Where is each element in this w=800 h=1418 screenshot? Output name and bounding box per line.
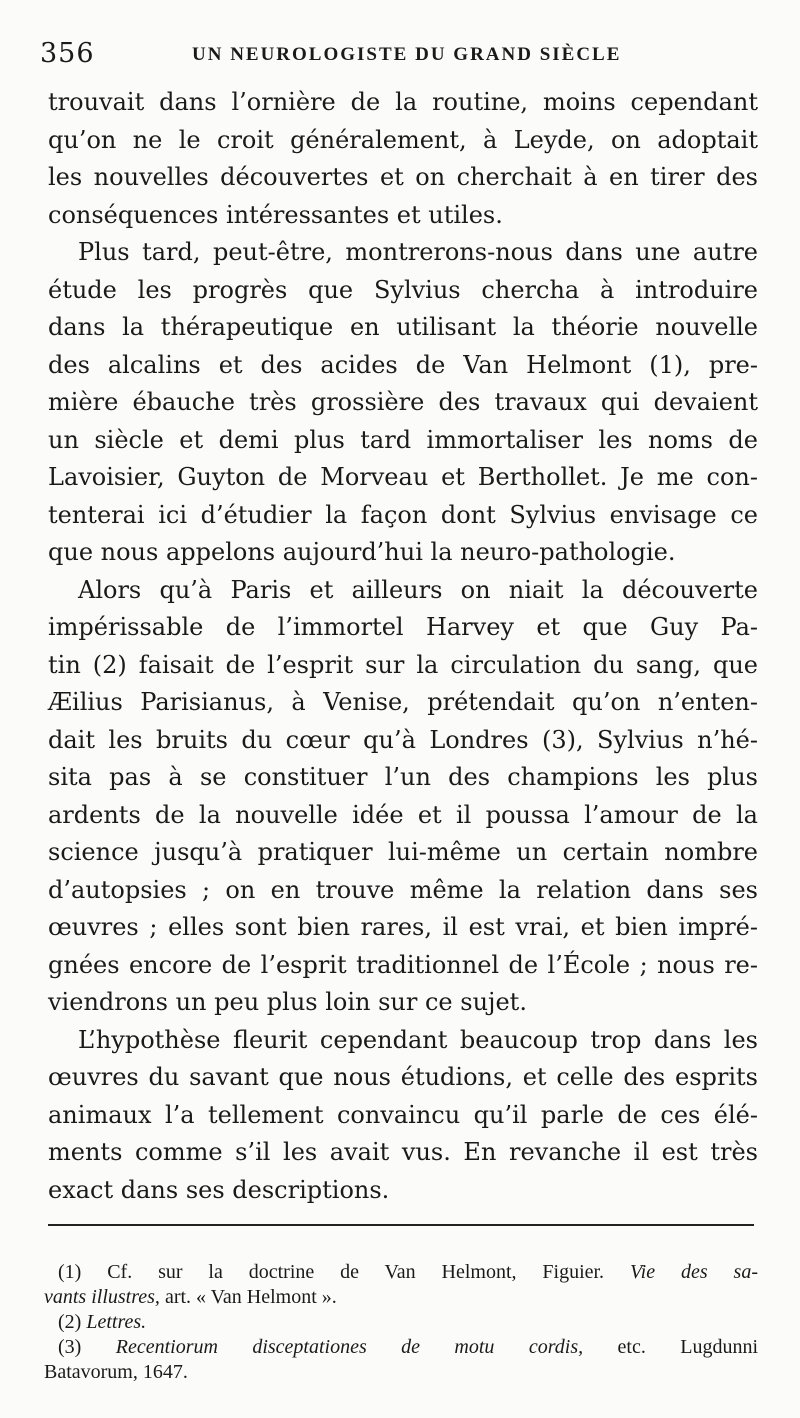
text-line: trouvait dans l’ornière de la routine, moins cependant xyxy=(48,88,758,116)
footnote-title: Lettres. xyxy=(86,1311,147,1333)
text-line: sita pas à se constituer l’un des champions les plus xyxy=(48,763,758,791)
footnotes xyxy=(44,1260,759,1385)
footnote-3 xyxy=(58,1335,758,1360)
text-line: exact dans ses descriptions. xyxy=(48,1175,390,1204)
footnote-title: Recentiorum disceptationes de motu cordis, xyxy=(115,1336,584,1358)
running-head: UN NEUROLOGISTE DU GRAND SIÈCLE xyxy=(192,44,622,65)
footnote-text: (2) xyxy=(58,1311,87,1333)
text-line: tenterai ici d’étudier la façon dont Sylvius envisage ce xyxy=(48,500,758,529)
footnote-text: etc. Lugdunni xyxy=(583,1336,759,1358)
footnote-rule xyxy=(48,1224,754,1226)
text-line: qu’on ne le croit généralement, à Leyde, on adoptait xyxy=(48,125,758,154)
text-line: ments comme s’il les avait vus. En revanche il est très xyxy=(48,1138,758,1166)
text-line: animaux l’a tellement convaincu qu’il parle de ces élé- xyxy=(48,1100,758,1129)
text-line: les nouvelles découvertes et on cherchait à en tirer des xyxy=(48,163,758,191)
text-line: œuvres du savant que nous étudions, et celle des esprits xyxy=(48,1063,758,1091)
page-header xyxy=(40,38,756,78)
text-line: tin (2) faisait de l’esprit sur la circulation du sang, que xyxy=(48,650,758,679)
text-line: science jusqu’à pratiquer lui-même un certain nombre xyxy=(48,838,758,866)
text-line: conséquences intéressantes et utiles. xyxy=(48,200,503,229)
text-line: Æilius Parisianus, à Venise, prétendait qu’on n’enten- xyxy=(48,688,758,716)
text-line: que nous appelons aujourd’hui la neuro-pathologie. xyxy=(48,538,676,566)
footnote-text: (3) xyxy=(58,1336,116,1358)
footnote-1-continued xyxy=(44,1285,758,1310)
text-line: Lavoisier, Guyton de Morveau et Berthollet. Je me con- xyxy=(48,463,758,491)
text-line: dait les bruits du cœur qu’à Londres (3), Sylvius n’hé- xyxy=(48,725,758,754)
page-number: 356 xyxy=(40,38,95,69)
footnote-title: Vie des sa- xyxy=(629,1261,758,1283)
footnote-1 xyxy=(58,1260,758,1285)
text-line: un siècle et demi plus tard immortaliser les noms de xyxy=(48,425,758,454)
text-line: des alcalins et des acides de Van Helmont (1), pre- xyxy=(48,350,758,379)
text-line: mière ébauche très grossière des travaux qui devaient xyxy=(48,388,758,416)
text-line: ardents de la nouvelle idée et il poussa l’amour de la xyxy=(48,800,758,829)
footnote-title: vants illustres, xyxy=(44,1286,160,1308)
footnote-text: art. « Van Helmont ». xyxy=(159,1286,337,1308)
body-text xyxy=(48,84,758,1209)
footnote-text: (1) Cf. sur la doctrine de Van Helmont, Figuier. xyxy=(58,1261,630,1283)
text-line: d’autopsies ; on en trouve même la relation dans ses xyxy=(48,875,758,904)
text-line: œuvres ; elles sont bien rares, il est vrai, et bien impré- xyxy=(48,913,758,941)
text-line: dans la thérapeutique en utilisant la théorie nouvelle xyxy=(48,313,758,341)
text-line: viendrons un peu plus loin sur ce sujet. xyxy=(48,988,527,1016)
text-line: Alors qu’à Paris et ailleurs on niait la découverte xyxy=(78,575,758,604)
text-line: Plus tard, peut-être, montrerons-nous dans une autre xyxy=(78,238,758,266)
text-line: gnées encore de l’esprit traditionnel de l’École ; nous re- xyxy=(48,950,758,979)
text-line: étude les progrès que Sylvius chercha à introduire xyxy=(48,275,758,304)
footnote-2 xyxy=(58,1310,758,1335)
text-line: impérissable de l’immortel Harvey et que Guy Pa- xyxy=(48,613,758,641)
footnote-3-continued: Batavorum, 1647. xyxy=(44,1361,188,1383)
text-line: L’hypothèse fleurit cependant beaucoup trop dans les xyxy=(78,1025,758,1054)
